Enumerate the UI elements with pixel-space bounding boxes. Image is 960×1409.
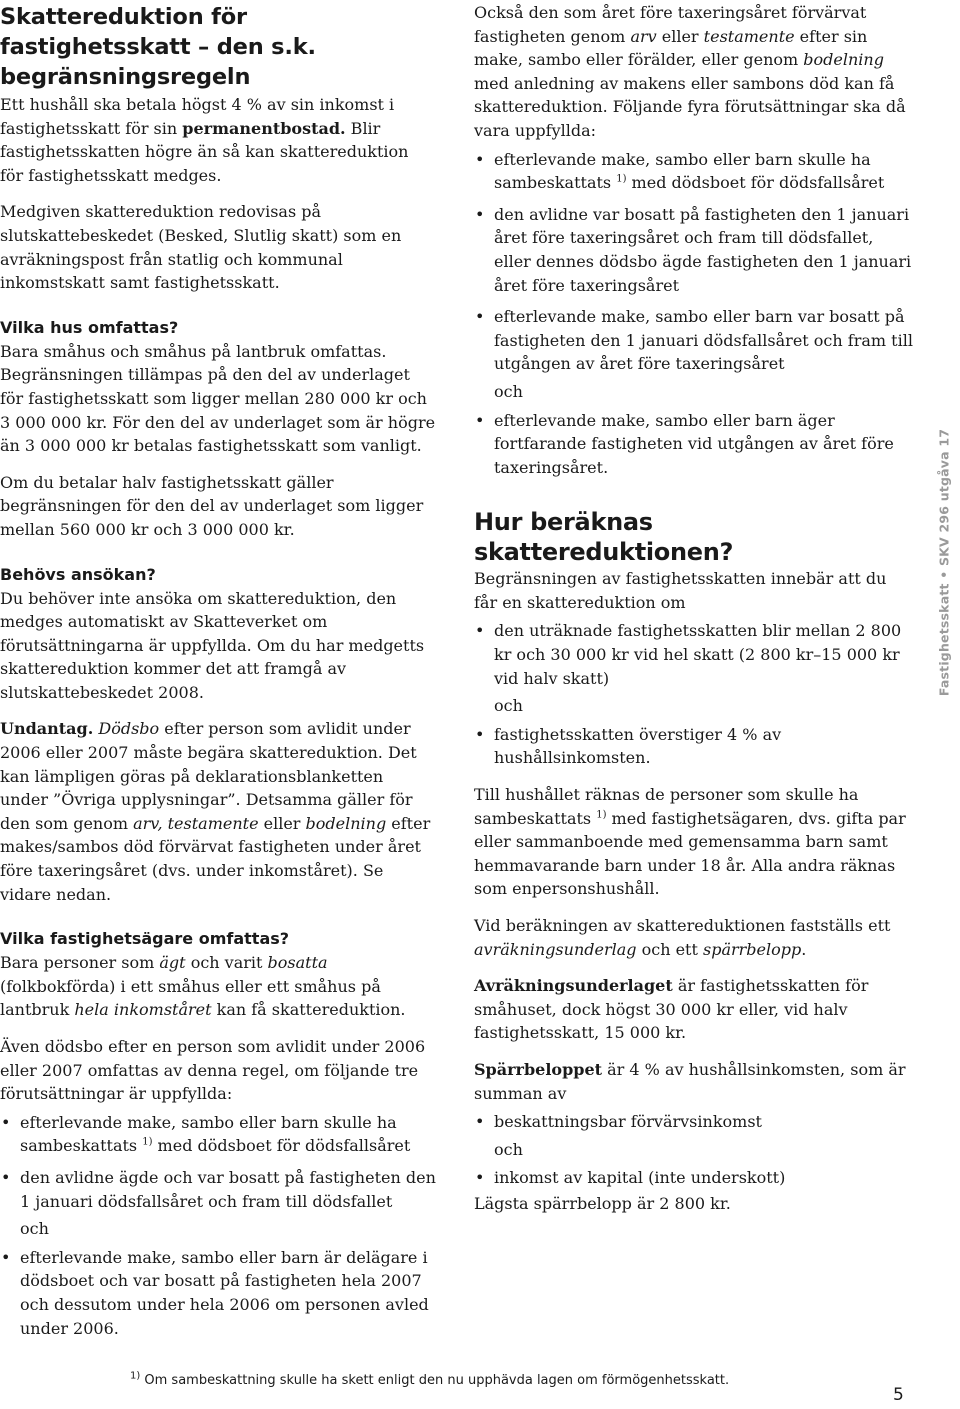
list-item: • fastighetsskatten överstiger 4 % av hushållsinkomsten.: [475, 724, 782, 768]
houses-paragraph-1: Bara småhus och småhus på lantbruk omfattas.: [0, 341, 387, 361]
bullet-icon: •: [475, 724, 485, 744]
household-paragraph: Till hushållet räknas de personer som skulle ha sambeskattats $^{1)}$ med fastighetsägaren, dvs. gifta par eller sammanboende med gemensamma barn samt hemmavarande barn under 18 år. Alla andra räknas som enpersonshushåll.: [474, 785, 906, 899]
reduction-report-paragraph: Medgiven skattereduktion redovisas på slutskattebeskedet (Besked, Slutlig skatt) som en avräkningspost från statlig och kommunal inkomstskatt samt fastighetsskatt.: [0, 202, 402, 293]
estate-conditions-list: [0, 1111, 436, 1213]
minimum-block-amount: Lägsta spärrbelopp är 2 800 kr.: [474, 1193, 731, 1213]
list-item: • inkomst av kapital (inte underskott): [474, 1166, 914, 1190]
bullet-icon: •: [475, 410, 485, 430]
list-item: • den uträknade fastighetsskatten blir mellan 2 800 kr och 30 000 kr vid hel skatt (2 800 kr–15 000 kr vid halv skatt): [475, 621, 902, 688]
income-list-cont: [474, 1166, 914, 1190]
owners-paragraph: Bara personer som ägt och varit bosatta (folkbokförda) i ett småhus eller ett småhus på lantbruk hela inkomståret kan få skattereduktion.: [0, 953, 406, 1020]
list-item: • efterlevande make, sambo eller barn skulle ha sambeskattats $^{1)}$ med dödsboet för dödsfallsåret: [1, 1112, 411, 1156]
och-connector: och: [494, 1139, 523, 1159]
estate-paragraph: Även dödsbo efter en person som avlidit under 2006 eller 2007 omfattas av denna regel, om följande tre förutsättningar är uppfyllda:: [0, 1037, 426, 1104]
list-item: • beskattningsbar förvärvsinkomst: [474, 1110, 914, 1134]
sidebar-publication-label: Fastighetsskatt • SKV 296 utgåva 17: [936, 428, 952, 697]
heading-houses: Vilka hus omfattas?: [0, 317, 179, 337]
exception-paragraph: Undantag. Dödsbo efter person som avlidit under 2006 eller 2007 måste begära skattereduktion. Det kan lämpligen göras på deklarationsblanketten under ”Övriga upplysningar”. Detsamma gäller för den som genom arv, testamente eller bodelning efter makes/sambos död förvärvat fastigheten under året före taxeringsåret (dvs. under inkomståret). Se vidare nedan.: [0, 719, 431, 904]
list-item: • den avlidne var bosatt på fastigheten den 1 januari året före taxeringsåret och fram till dödsfallet, eller dennes dödsbo ägde fastigheten den 1 januari året före taxeringsåret: [475, 204, 912, 295]
page-heading: Skattereduktion för fastighetsskatt – den s.k. begränsningsregeln: [0, 4, 316, 90]
page-number: 5: [893, 1385, 904, 1405]
inheritance-paragraph: Också den som året före taxeringsåret förvärvat fastigheten genom arv eller testamente efter sin make, sambo eller förälder, eller genom bodelning med anledning av makens eller sambons död kan få skattereduktion. Följande fyra förutsättningar ska då vara uppfyllda:: [474, 3, 906, 140]
basis-paragraph: Vid beräkningen av skattereduktionen fastställs ett avräkningsunderlag och ett spärrbelopp.: [474, 916, 891, 959]
bullet-icon: •: [1, 1167, 11, 1187]
houses-paragraph-2: Begränsningen tillämpas på den del av underlaget för fastighetsskatt som ligger mellan 280 000 kr och 3 000 000 kr. För den del av underlaget som är högre än 3 000 000 kr betalas fastighetsskatt som vanligt.: [0, 365, 436, 456]
income-list: [474, 1110, 914, 1134]
application-paragraph: Du behöver inte ansöka om skattereduktion, den medges automatiskt av Skatteverket om förutsättningarna är uppfyllda. Om du har medgetts skattereduktion kommer det att framgå av slutskattebeskedet 2008.: [0, 588, 425, 702]
inheritance-conditions-list: [474, 148, 914, 376]
och-connector: och: [494, 381, 523, 401]
right-column: [474, 0, 914, 1216]
heading-calculation: Hur beräknas skattereduktionen?: [474, 508, 734, 567]
estate-conditions-list-cont: [0, 1246, 436, 1340]
heading-owners: Vilka fastighetsägare omfattas?: [0, 929, 290, 949]
list-item: • efterlevande make, sambo eller barn skulle ha sambeskattats $^{1)}$ med dödsboet för dödsfallsåret: [475, 149, 885, 193]
left-column: [0, 0, 436, 1340]
bullet-icon: •: [1, 1112, 11, 1132]
och-connector: och: [494, 696, 523, 716]
list-item: • efterlevande make, sambo eller barn var bosatt på fastigheten den 1 januari dödsfallsåret och fram till utgången av året före taxeringsåret: [475, 307, 913, 374]
list-item: • efterlevande make, sambo eller barn är delägare i dödsboet och var bosatt på fastigheten hela 2007 och dessutom under hela 2006 om personen avled under 2006.: [1, 1247, 429, 1338]
bullet-icon: •: [475, 621, 485, 641]
offset-basis-paragraph: Avräkningsunderlaget är fastighetsskatten för småhuset, dock högst 30 000 kr eller, vid halv fastighetsskatt, 15 000 kr.: [474, 976, 869, 1043]
calculation-conditions-list-cont: [474, 723, 914, 770]
bullet-icon: •: [475, 1112, 485, 1132]
column-divider: [454, 0, 455, 1330]
houses-paragraph-3: Om du betalar halv fastighetsskatt gäller begränsningen för den del av underlaget som ligger mellan 560 000 kr och 3 000 000 kr.: [0, 472, 424, 539]
bullet-icon: •: [475, 149, 485, 169]
bullet-icon: •: [475, 1168, 485, 1188]
calculation-conditions-list: [474, 619, 914, 690]
intro-paragraph: Ett hushåll ska betala högst 4 % av sin inkomst i fastighetsskatt för sin permanentbostad. Blir fastighetsskatten högre än så kan skattereduktion för fastighetsskatt medges.: [0, 95, 409, 185]
footnote: $^{1)}$ Om sambeskattning skulle ha skett enligt den nu upphävda lagen om förmögenhetsskatt.: [130, 1370, 730, 1388]
bullet-icon: •: [475, 307, 485, 327]
bullet-icon: •: [475, 204, 485, 224]
bullet-icon: •: [1, 1247, 11, 1267]
calculation-paragraph: Begränsningen av fastighetsskatten innebär att du får en skattereduktion om: [474, 569, 887, 612]
heading-application: Behövs ansökan?: [0, 564, 156, 584]
list-item: • efterlevande make, sambo eller barn äger fortfarande fastigheten vid utgången av året före taxeringsåret.: [475, 410, 894, 477]
och-connector: och: [20, 1219, 49, 1239]
list-item: • den avlidne ägde och var bosatt på fastigheten den 1 januari dödsfallsåret och fram till dödsfallet: [1, 1167, 436, 1211]
block-amount-paragraph: Spärrbeloppet är 4 % av hushållsinkomsten, som är summan av: [474, 1059, 906, 1103]
inheritance-conditions-list-cont: [474, 409, 914, 480]
